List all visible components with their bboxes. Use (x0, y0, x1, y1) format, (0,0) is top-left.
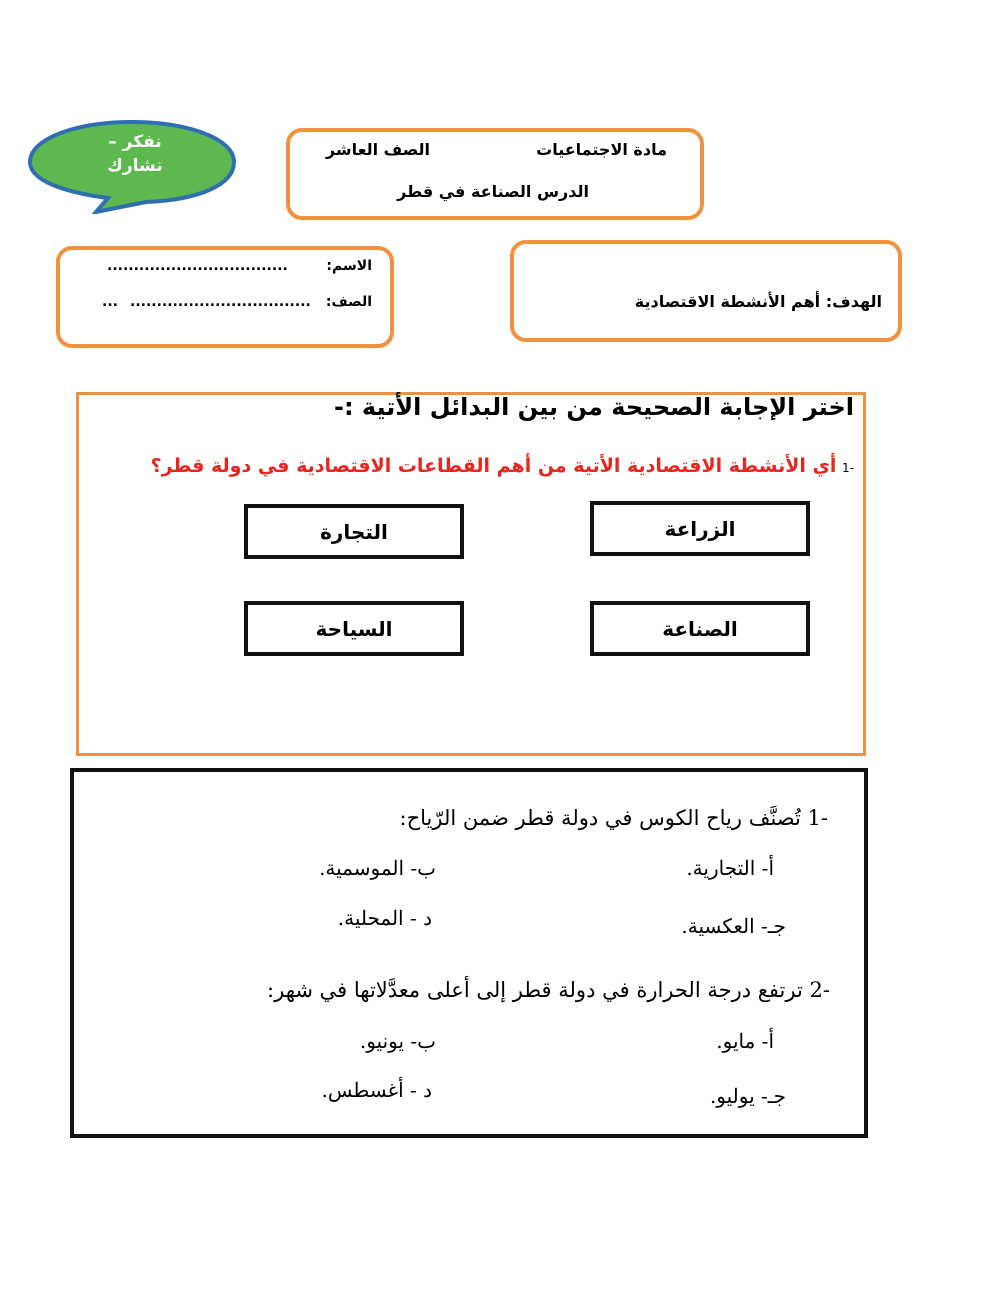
mcq-question (151, 455, 854, 477)
quiz-q2-text: -2 ترتفع درجة الحرارة في دولة قطر إلى أعلى معدَّلاتها في شهر: (267, 978, 830, 1002)
lesson-title: الدرس الصناعة في قطر (397, 182, 589, 201)
bubble-text (70, 130, 200, 178)
mcq-instruction: اختر الإجابة الصحيحة من بين البدائل الأتية :- (334, 393, 854, 421)
goal-label: الهدف: (825, 292, 882, 311)
quiz-q2-option-a[interactable]: أ- مايو. (716, 1029, 774, 1053)
goal-value: أهم الأنشطة الاقتصادية (634, 292, 821, 311)
grade-label: الصف العاشر (325, 140, 430, 159)
mcq-section-box (76, 392, 866, 756)
quiz-q2-option-b[interactable]: ب- يونيو. (359, 1029, 436, 1053)
goal-box (510, 240, 902, 342)
subject-label: مادة الاجتماعيات (536, 140, 667, 159)
class-field[interactable]: .................................. (130, 294, 311, 310)
class-field-trail: ... (102, 294, 118, 310)
choice-industry[interactable]: الصناعة (590, 601, 810, 656)
quiz-q1-option-b[interactable]: ب- الموسمية. (319, 856, 436, 880)
class-label: الصف: (325, 294, 372, 310)
quiz-q1-text: -1 تُصنَّف رياح الكوس في دولة قطر ضمن الرّياح: (399, 806, 828, 830)
bubble-line-1: نفكر – (108, 132, 162, 152)
quiz-q1-option-a[interactable]: أ- التجارية. (686, 856, 774, 880)
mcq-question-text: أي الأنشطة الاقتصادية الأتية من أهم القطاعات الاقتصادية في دولة قطر؟ (150, 455, 837, 477)
bubble-line-2: نشارك (107, 156, 163, 176)
quiz-q1-option-c[interactable]: جـ- العكسية. (681, 914, 786, 938)
quiz-q2-option-c[interactable]: جـ- يوليو. (709, 1084, 786, 1108)
choice-agriculture[interactable]: الزراعة (590, 501, 810, 556)
quiz-q2-option-d[interactable]: د - أغسطس. (321, 1078, 432, 1102)
mcq-question-number: -1 (842, 461, 854, 475)
name-field[interactable]: .................................. (107, 258, 288, 274)
choice-tourism[interactable]: السياحة (244, 601, 464, 656)
name-label: الاسم: (326, 258, 372, 274)
choice-trade[interactable]: التجارة (244, 504, 464, 559)
goal-text (635, 292, 882, 311)
quiz-q1-option-d[interactable]: د - المحلية. (337, 906, 432, 930)
